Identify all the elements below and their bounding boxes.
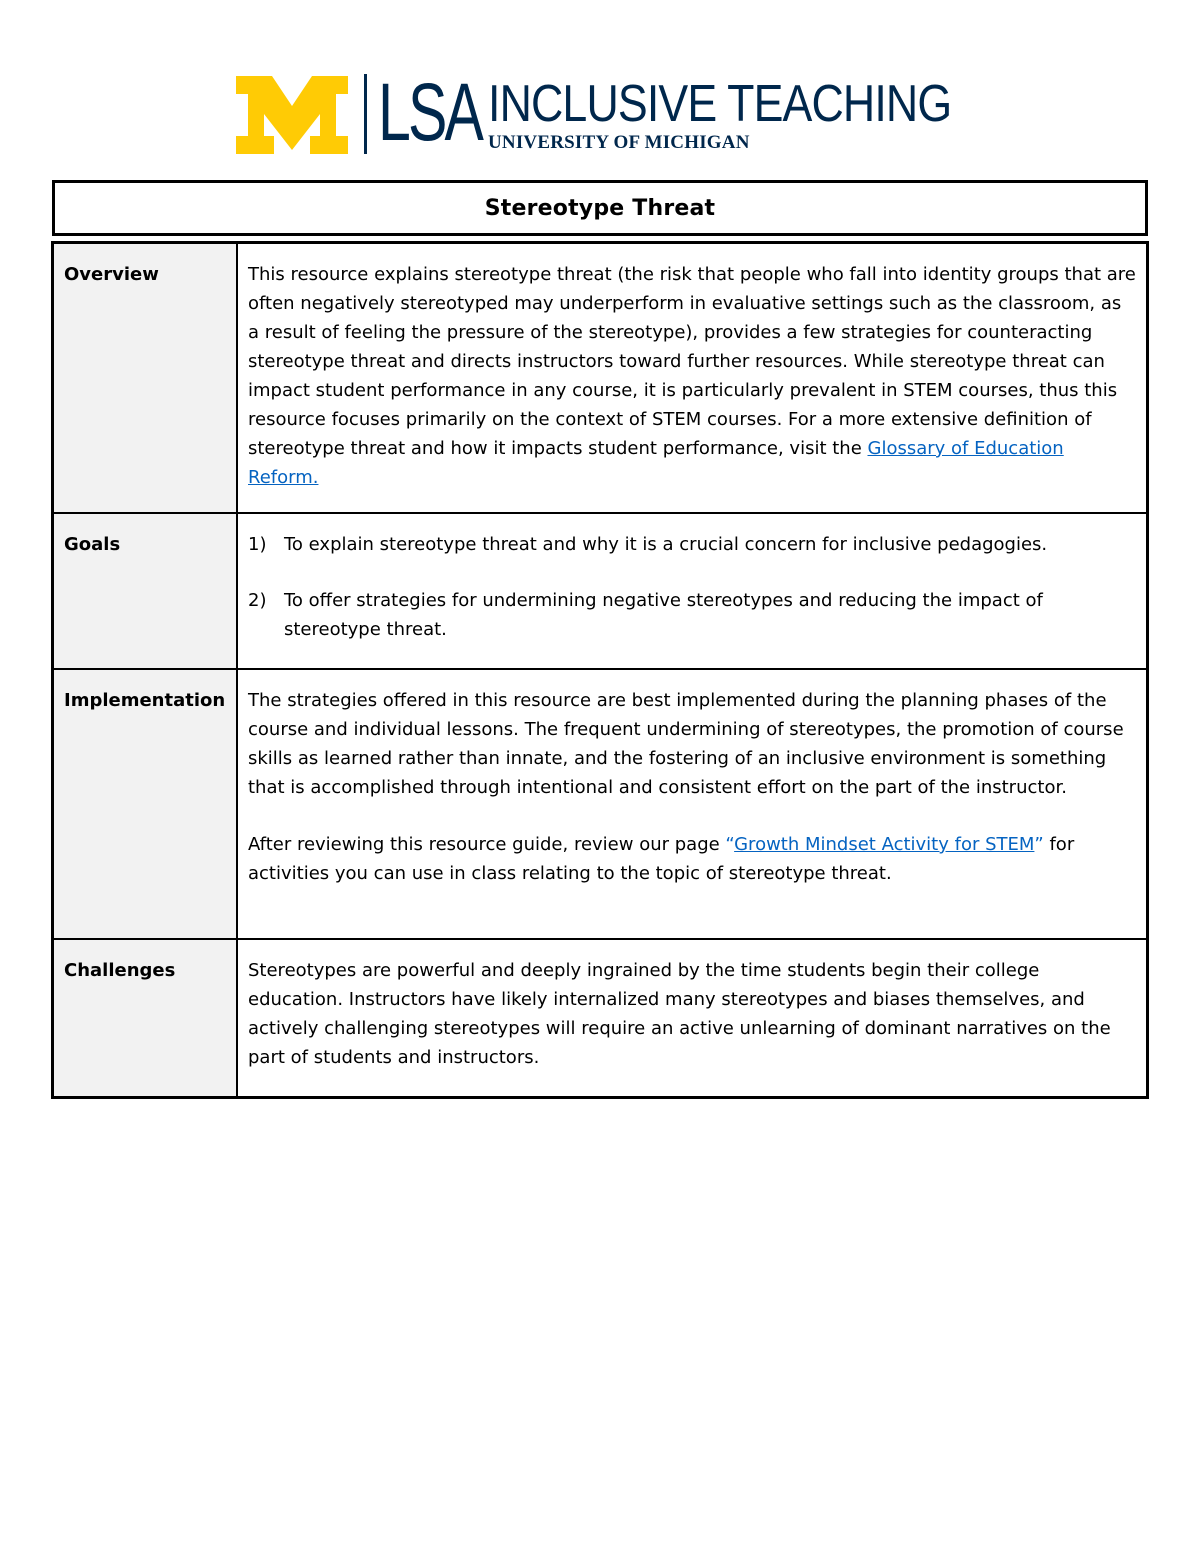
overview-content: [237, 243, 1148, 514]
goal-text: To offer strategies for undermining negative stereotypes and reducing the impact of stereotype threat.: [284, 590, 1043, 640]
goal-number: 1): [248, 534, 267, 555]
close-quote: ”: [1034, 834, 1044, 855]
glossary-link[interactable]: Glossary of Education Reform.: [248, 438, 1064, 488]
page-header: [236, 67, 966, 158]
challenges-label: Challenges: [53, 939, 238, 1098]
header-title: INCLUSIVE TEACHING: [488, 75, 952, 133]
table-row-challenges: [53, 939, 1148, 1098]
document-title: Stereotype Threat: [484, 195, 716, 221]
growth-mindset-link[interactable]: Growth Mindset Activity for STEM: [734, 834, 1035, 855]
table-row-implementation: [53, 669, 1148, 939]
implementation-paragraph-1: The strategies offered in this resource are best implemented during the planning phases of the course and individual lessons. The frequent undermining of stereotypes, the promotion of course skills as learned rather than innate, and the fostering of an inclusive environment is something that is accomplished through intentional and consistent effort on the part of the instructor.: [248, 690, 1124, 798]
goal-item: [248, 530, 1136, 559]
overview-label: Overview: [53, 243, 238, 514]
table-row-goals: [53, 513, 1148, 669]
goals-content: [237, 513, 1148, 669]
implementation-content: [237, 669, 1148, 939]
goals-label: Goals: [53, 513, 238, 669]
implementation-label: Implementation: [53, 669, 238, 939]
goal-item: [248, 586, 1136, 644]
goal-number: 2): [248, 590, 267, 611]
logo-divider: [364, 74, 367, 154]
resource-table: [51, 241, 1149, 1099]
implementation-text: After reviewing this resource guide, review our page: [248, 834, 726, 855]
goal-text: To explain stereotype threat and why it is a crucial concern for inclusive pedagogies.: [284, 534, 1048, 555]
lsa-wordmark: LSA: [378, 67, 481, 158]
implementation-text-end: for activities you can use in class relating to the topic of stereotype threat.: [248, 834, 1075, 884]
paragraph-spacer: [248, 802, 1136, 830]
overview-text: This resource explains stereotype threat (the risk that people who fall into identity groups that are often negatively stereotyped may underperform in evaluative settings such as the classroom, as a result of feeling the pressure of the stereotype), provides a few strategies for counteracting stereotype threat and directs instructors toward further resources. While stereotype threat can impact student performance in any course, it is particularly prevalent in STEM courses, thus this resource focuses primarily on the context of STEM courses. For a more extensive definition of stereotype threat and how it impacts student performance, visit the: [248, 264, 1136, 459]
table-row-overview: [53, 243, 1148, 514]
implementation-paragraph-2: [248, 830, 1136, 888]
document-title-box: [52, 180, 1148, 236]
challenges-content: Stereotypes are powerful and deeply ingrained by the time students begin their college education. Instructors have likely internalized many stereotypes and biases themselves, and actively challenging stereotypes will require an active unlearning of dominant narratives on the part of students and instructors.: [237, 939, 1148, 1098]
open-quote: “: [725, 834, 735, 855]
block-m-logo-icon: [236, 76, 348, 154]
header-subtitle: UNIVERSITY OF MICHIGAN: [488, 132, 750, 153]
